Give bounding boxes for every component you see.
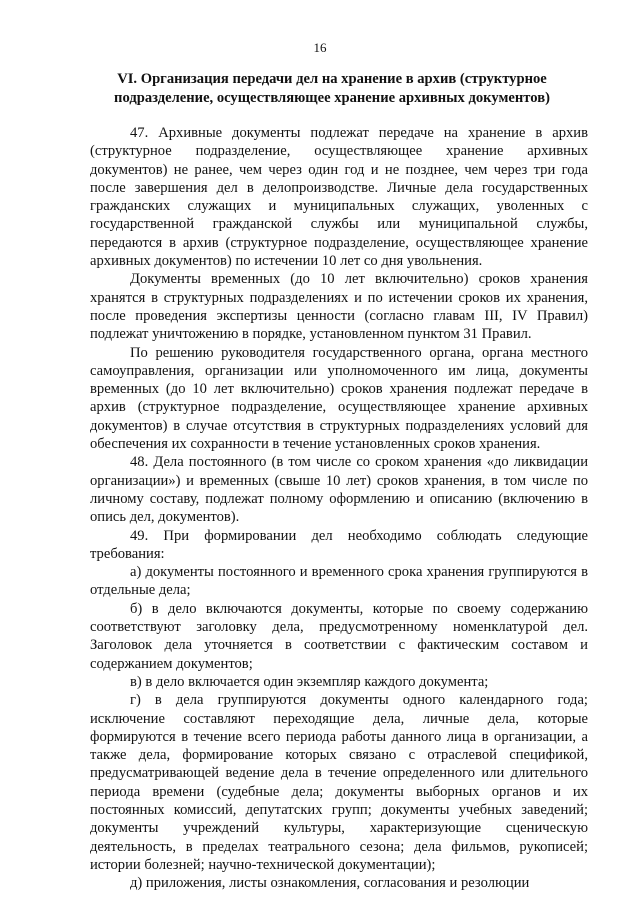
list-item-g: г) в дела группируются документы одного календарного года; исключение составляют переходящие дела, личные дела, которые формируются в течение всего периода работы данного лица в организации, а также дела, формирование которых связано с отраслевой спецификой, предусматривающей ведение дела в течение определенного или длительного периода времени (судебные дела; документы выборных органов и их постоянных комиссий, депутатских групп; документы учебных заведений; документы учреждений культуры, характеризующие сценическую деятельность, в пределах театрального сезона; дела фильмов, рукописей; истории болезней; научно-технической документации); [90,692,588,873]
paragraph-49: 49. При формировании дел необходимо соблюдать следующие требования: [90,527,588,562]
list-item-b: б) в дело включаются документы, которые по своему содержанию соответствуют заголовку дела, предусмотренному номенклатурой дел. Заголовок дела уточняется в соответствии с фактическим составом и содержанием документов; [90,600,588,672]
section-title: VI. Организация передачи дел на хранение в архив (структурное подразделение, осуществляющее хранение архивных документов) [114,71,550,106]
paragraph-temporary-documents: Документы временных (до 10 лет включительно) сроков хранения хранятся в структурных подразделениях и по истечении сроков их хранения, после проведения экспертизы ценности (согласно главам III, IV Правил) подлежат уничтожению в порядке, установленном пунктом 31 Правил. [90,271,588,343]
document-body [90,124,588,892]
paragraph-48: 48. Дела постоянного (в том числе со сроком хранения «до ликвидации организации») и временных (свыше 10 лет) сроков хранения, в том числе по личному составу, подлежат полному оформлению и описанию (включению в опись дел, документов). [90,454,588,526]
list-item-a: а) документы постоянного и временного срока хранения группируются в отдельные дела; [90,564,588,599]
list-item-d: д) приложения, листы ознакомления, согласования и резолюции [130,875,530,892]
page-number: 16 [313,40,327,55]
paragraph-transfer-decision: По решению руководителя государственного органа, органа местного самоуправления, организации или уполномоченного им лица, документы временных (до 10 лет включительно) сроков хранения подлежат передаче в архив (структурное подразделение, осуществляющее хранение архивных документов) в случае отсутствия в структурных подразделениях условий для обеспечения их сохранности в течение установленных сроков хранения. [90,344,588,453]
paragraph-47: 47. Архивные документы подлежат передаче на хранение в архив (структурное подразделение, осуществляющее хранение архивных документов) не ранее, чем через один год и не позднее, чем через три года после завершения дел в делопроизводстве. Личные дела государственных гражданских служащих и муниципальных служащих, уволенных с государственной гражданской службы или муниципальной службы, передаются в архив (структурное подразделение, осуществляющее хранение архивных документов) по истечении 10 лет со дня увольнения. [90,125,588,270]
list-item-v: в) в дело включается один экземпляр каждого документа; [130,673,489,690]
